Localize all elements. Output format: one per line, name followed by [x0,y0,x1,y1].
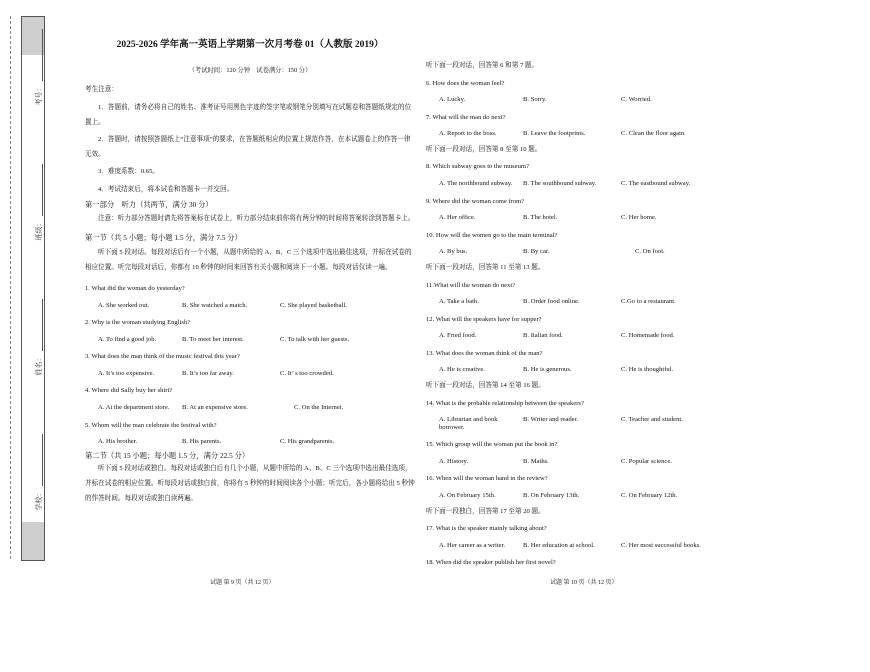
question-12: 14. What is the probable relationship between the speakers? [426,399,584,407]
option-a[interactable]: A. To find a good job. [98,335,157,343]
question-14: 16. When will the woman hand in the review? [426,475,548,483]
option-a[interactable]: A. On February 15th. [439,492,496,500]
listening-instruction: 听下面一段对话，回答第 8 至第 10 题。 [426,145,542,153]
question-2: 2. Why is the woman studying English? [85,319,191,327]
option-a[interactable]: A. At the department store. [98,403,170,411]
class-line[interactable] [36,165,43,217]
question-1: 6. How does the woman feel? [426,79,505,87]
name-label: 姓名： [35,354,43,376]
option-c[interactable]: C. Her home. [621,214,657,222]
question-10: 13. What does the woman think of the man? [426,349,543,357]
options-row [426,492,756,500]
option-a[interactable]: A. Lucky. [439,96,466,104]
option-b[interactable]: B. Order food online. [523,298,580,306]
option-c[interactable]: C.Go to a restaurant. [621,298,676,306]
option-c[interactable]: C. She played basketball. [280,301,347,309]
options-row [426,214,756,222]
section1-desc: 听下面 5 段对话。每段对话后有一个小题，从题中所给的 A、B、C 三个选项中选出最佳选项，并标在试卷的相应位置。听完每段对话后，你都有 10 秒钟的时间来回答有关小题和阅读下一小题。每段对话仅读一遍。 [85,248,412,271]
options-row [85,404,415,412]
notice-label: 考生注意： [85,86,118,94]
strip-field-school [34,435,44,511]
notice-4: 4．考试结束后，将本试卷和答题卡一并交回。 [98,185,234,193]
option-b[interactable]: B. Italian food. [523,332,563,340]
option-c[interactable]: C. Her most successful books. [621,541,701,549]
option-a[interactable]: A. By bus. [439,248,468,256]
exam-meta: （考试时间：120 分钟 试卷满分：150 分） [188,66,312,74]
option-b[interactable]: B. Her education at school. [523,541,595,549]
option-a[interactable]: A. Her office. [439,214,476,222]
right-column [426,54,756,567]
options-row [426,542,756,550]
name-line[interactable] [36,300,43,352]
option-c[interactable]: C. His grandparents. [280,438,335,446]
question-4: 8. Which subway goes to the museum? [426,163,529,171]
option-b[interactable]: B. He is generous. [523,366,572,374]
number-label: 考号： [35,84,43,106]
option-a[interactable]: A. Fried food. [439,332,477,340]
option-c[interactable]: C. Clean the floor again. [621,130,686,138]
question-16: 17. What is the speaker mainly talking about? [426,525,547,533]
option-b[interactable]: B. At an expensive store. [182,403,248,411]
option-a[interactable]: A. History. [439,457,469,465]
school-label: 学校： [35,489,43,511]
options-row [85,370,415,378]
question-17: 18. When did the speaker publish her first novel? [426,559,556,567]
options-row [85,438,415,446]
options-row [85,336,415,344]
option-c[interactable]: C. On the Internet. [294,403,344,411]
option-a[interactable]: A. It’s too expensive. [98,369,155,377]
listening-instruction: 听下面一段对话，回答第 6 和第 7 题。 [426,62,539,69]
option-b[interactable]: B. By car. [523,248,550,256]
options-row [426,248,756,256]
school-line[interactable] [36,435,43,487]
option-b[interactable]: B. On February 13th. [523,492,580,500]
notice-3: 3．难度系数：0.65。 [98,168,159,176]
part1-note: 注意：听力部分答题时请先将答案标在试卷上，听力部分结束前你将有两分钟的时间将答案转涂到答题卡上。 [98,215,415,223]
option-c[interactable]: C. Popular science. [621,457,672,465]
option-b[interactable]: B. Leave the footprints. [523,130,586,138]
option-c[interactable]: C. Homemade food. [621,332,675,340]
footer-left: 试题 第 9 页（共 12 页） [210,580,275,586]
strip-field-number [34,30,44,106]
options-row [426,416,756,431]
option-a[interactable]: A. Librarian and book borrower. [439,416,498,431]
option-c[interactable]: C. The eastbound subway. [621,180,691,188]
question-5: 5. Whom will the man celebrate the festival with? [85,421,217,429]
strip-field-name [34,300,44,376]
option-a[interactable]: A. The northbound subway. [439,180,513,188]
options-row [426,180,756,188]
notice-2: 2．答题时，请按照答题纸上“注意事项”的要求，在答题纸相应的位置上规范作答，在本试题卷上的作答一律无效。 [85,136,411,159]
option-b[interactable]: B. To meet her interest. [182,335,244,343]
class-label: 班级： [35,219,43,241]
option-a[interactable]: A. Take a bath. [439,298,479,306]
options-row [85,302,415,310]
option-c[interactable]: C. He is thoughtful. [621,366,674,374]
question-4: 4. Where did Sally buy her shirt? [85,387,173,395]
footer-right: 试题 第 10 页（共 12 页） [550,580,618,586]
option-a[interactable]: A. She worked out. [98,301,150,309]
option-a[interactable]: A. His brother. [98,438,138,446]
strip-fields [32,0,46,540]
option-b[interactable]: B. The southbound subway. [523,180,597,188]
strip-field-class [34,165,44,241]
option-b[interactable]: B. Sorry. [523,96,547,104]
question-8: 11.What will the woman do next? [426,281,516,289]
section1-heading: 第一节（共 5 小题；每小题 1.5 分，满分 7.5 分） [85,233,242,243]
question-9: 12. What will the speakers have for supper? [426,315,542,323]
option-c[interactable]: C. To talk with her guests. [280,335,350,343]
question-2: 7. What will the man do next? [426,113,506,121]
option-b[interactable]: B. The hotel. [523,214,558,222]
option-c[interactable]: C. On foot. [635,248,665,256]
option-a[interactable]: A. He is creative. [439,366,485,374]
section2-heading: 第二节（共 15 小题；每小题 1.5 分，满分 22.5 分） [85,450,250,460]
options-row [426,458,756,466]
options-row [426,298,756,306]
options-row [426,332,756,340]
question-1: 1. What did the woman do yesterday? [85,284,185,292]
option-c[interactable]: C. Worried. [621,96,652,104]
left-column [85,40,415,507]
options-row [426,130,756,138]
section2-desc: 听下面 5 段对话或独白。每段对话或独白后有几个小题，从题中所给的 A、B、C 三个选项中选出最佳选项，并标在试卷的相应位置。听每段对话或独白前，你将有 5 秒钟的时间阅读各个小题；听完后，各小题将给出 5 秒钟的作答时间。每段对话或独白读两遍。 [85,465,415,503]
question-13: 15. Which group will the woman put the book in? [426,441,558,449]
option-c[interactable]: C. It’ s too crowded. [280,369,334,377]
option-a[interactable]: A. Report to the boss. [439,130,497,138]
option-c[interactable]: C. Teacher and student. [621,416,683,424]
left-questions [85,285,415,446]
options-row [426,96,756,104]
option-b[interactable]: B. His parents. [182,438,222,446]
number-line[interactable] [36,30,43,82]
question-6: 10. How will the women go to the main terminal? [426,231,558,239]
listening-instruction: 听下面一段对话，回答第 14 至第 16 题。 [426,381,545,389]
right-items [426,62,756,567]
option-b[interactable]: B. It’s too far away. [182,369,234,377]
question-5: 9. Where did the woman come from? [426,197,525,205]
notice-1: 1．答题前，请务必将自己的姓名、准考证号用黑色字迹的签字笔或钢笔分别填写在试题卷和答题纸规定的位置上。 [85,103,412,126]
option-b[interactable]: B. Maths. [523,457,549,465]
options-row [426,366,756,374]
option-a[interactable]: A. Her career as a writer. [439,541,506,549]
option-c[interactable]: C. On February 12th. [621,492,678,500]
page-title: 2025-2026 学年高一英语上学期第一次月考卷 01（人教版 2019） [116,40,384,50]
listening-instruction: 听下面一段对话，回答第 11 至第 13 题。 [426,263,545,271]
listening-instruction: 听下面一段独白，回答第 17 至第 20 题。 [426,507,545,515]
cut-line [10,16,11,559]
option-b[interactable]: B. Writer and reader. [523,416,579,424]
option-b[interactable]: B. She watched a match. [182,301,248,309]
question-3: 3. What does the man think of the music festival this year? [85,353,240,361]
part1-heading: 第一部分 听力（共两节，满分 30 分） [85,199,213,209]
